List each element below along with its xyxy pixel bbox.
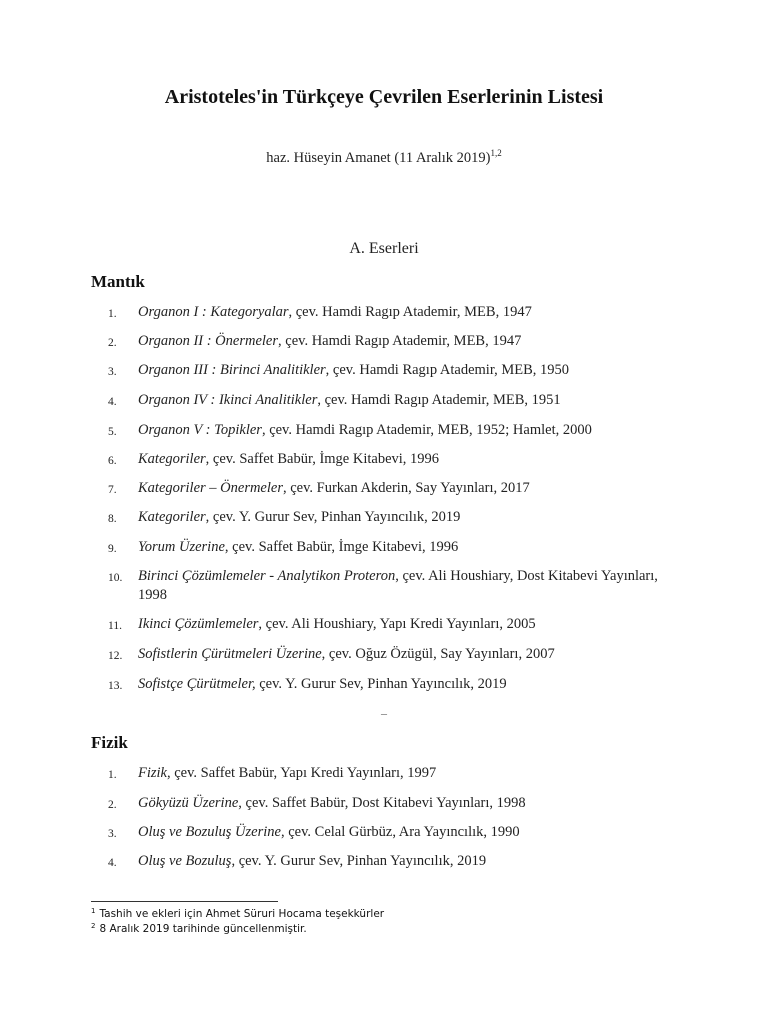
work-details: , çev. Hamdi Ragıp Atademir, MEB, 1952; Hamlet, 2000 (261, 422, 592, 438)
byline (0, 150, 768, 167)
work-details: , çev. Hamdi Ragıp Atademir, MEB, 1951 (317, 392, 561, 408)
work-details: çev. Y. Gurur Sev, Pinhan Yayıncılık, 2019 (255, 676, 507, 692)
list-item-number: 9. (108, 543, 117, 555)
list-item-text (138, 391, 678, 410)
work-title: Organon III : Birinci Analitikler (138, 362, 326, 378)
footnote-text: 8 Aralık 2019 tarihinde güncellenmiştir. (99, 923, 307, 935)
list-item-text (138, 675, 678, 694)
list-item-number: 2. (108, 337, 117, 349)
subheading-mantik: Mantık (91, 272, 145, 291)
list-item-number: 7. (108, 484, 117, 496)
work-title: Gökyüzü Üzerine (138, 795, 239, 811)
footnote-text: Tashih ve ekleri için Ahmet Süruri Hocama teşekkürler (99, 908, 385, 920)
subheading-fizik: Fizik (91, 733, 128, 752)
footnote-2 (91, 923, 307, 935)
list-item-text (138, 794, 678, 813)
list-item-text (138, 361, 678, 380)
work-details: , çev. Y. Gurur Sev, Pinhan Yayıncılık, 2019 (231, 853, 487, 869)
list-item-number: 11. (108, 620, 122, 632)
work-details: , çev. Ali Houshiary, Yapı Kredi Yayınları, 2005 (258, 616, 536, 632)
list-item-number: 8. (108, 513, 117, 525)
list-item-text (138, 508, 678, 527)
work-title: Oluş ve Bozuluş Üzerine (138, 824, 281, 840)
work-title: Ikinci Çözümlemeler (138, 616, 259, 632)
section-heading-eserleri: A. Eserleri (349, 240, 419, 257)
footnote-mark: 1 (91, 906, 96, 915)
list-item-text (138, 852, 678, 871)
footnote-mark: 2 (91, 921, 96, 930)
list-item-number: 12. (108, 650, 123, 662)
list-item-number: 13. (108, 680, 123, 692)
work-title: Organon I : Kategoryalar (138, 304, 289, 320)
work-title: Organon V : Topikler (138, 422, 262, 438)
list-item-number: 5. (108, 426, 117, 438)
list-item-number: 3. (108, 366, 117, 378)
work-details: , çev. Furkan Akderin, Say Yayınları, 2017 (282, 480, 530, 496)
list-item-text (138, 421, 678, 440)
page-title: Aristoteles'in Türkçeye Çevrilen Eserlerinin Listesi (164, 86, 604, 108)
work-details: , çev. Hamdi Ragıp Atademir, MEB, 1947 (288, 304, 532, 320)
list-item-number: 2. (108, 799, 117, 811)
work-title: Sofistlerin Çürütmeleri Üzerine (138, 646, 322, 662)
list-item-text (138, 823, 678, 842)
footnote-1 (91, 908, 384, 920)
list-item-text (138, 645, 678, 664)
list-item-text (138, 479, 678, 498)
list-item-text (138, 567, 678, 605)
list-item-number: 3. (108, 828, 117, 840)
byline-text: haz. Hüseyin Amanet (11 Aralık 2019) (266, 150, 491, 166)
section-separator: – (381, 706, 387, 720)
work-details: , çev. Saffet Babür, Yapı Kredi Yayınları, 1997 (167, 765, 437, 781)
work-title: Kategoriler (138, 451, 206, 467)
list-item-text (138, 332, 678, 351)
list-item-number: 10. (108, 572, 123, 584)
work-details: , çev. Ali Houshiary, Dost Kitabevi Yayınları, 1998 (138, 568, 658, 603)
list-item-text (138, 450, 678, 469)
work-details: , çev. Saffet Babür, İmge Kitabevi, 1996 (205, 451, 440, 467)
work-title: Kategoriler (138, 509, 206, 525)
work-details: , çev. Hamdi Ragıp Atademir, MEB, 1950 (325, 362, 569, 378)
work-title: Kategoriler – Önermeler (138, 480, 283, 496)
work-title: Sofistçe Çürütmeler, (138, 676, 256, 692)
list-item-number: 6. (108, 455, 117, 467)
list-item-text (138, 538, 678, 557)
list-item-number: 1. (108, 308, 117, 320)
work-details: , çev. Celal Gürbüz, Ara Yayıncılık, 1990 (280, 824, 520, 840)
work-title: Organon IV : Ikinci Analitikler (138, 392, 318, 408)
work-title: Fizik (138, 765, 167, 781)
list-item-number: 4. (108, 396, 117, 408)
list-item-number: 4. (108, 857, 117, 869)
byline-footnote-refs: 1,2 (490, 148, 502, 159)
work-title: Birinci Çözümlemeler - Analytikon Proteron (138, 568, 396, 584)
footnote-divider (91, 901, 278, 902)
list-item-text (138, 303, 678, 322)
list-item-number: 1. (108, 769, 117, 781)
list-item-text (138, 615, 678, 634)
work-details: , çev. Saffet Babür, İmge Kitabevi, 1996 (224, 539, 459, 555)
work-title: Organon II : Önermeler (138, 333, 279, 349)
work-details: , çev. Y. Gurur Sev, Pinhan Yayıncılık, 2019 (205, 509, 461, 525)
work-details: , çev. Saffet Babür, Dost Kitabevi Yayınları, 1998 (238, 795, 526, 811)
work-title: Oluş ve Bozuluş (138, 853, 232, 869)
work-title: Yorum Üzerine (138, 539, 225, 555)
work-details: , çev. Oğuz Özügül, Say Yayınları, 2007 (321, 646, 555, 662)
list-item-text (138, 764, 678, 783)
work-details: , çev. Hamdi Ragıp Atademir, MEB, 1947 (278, 333, 522, 349)
